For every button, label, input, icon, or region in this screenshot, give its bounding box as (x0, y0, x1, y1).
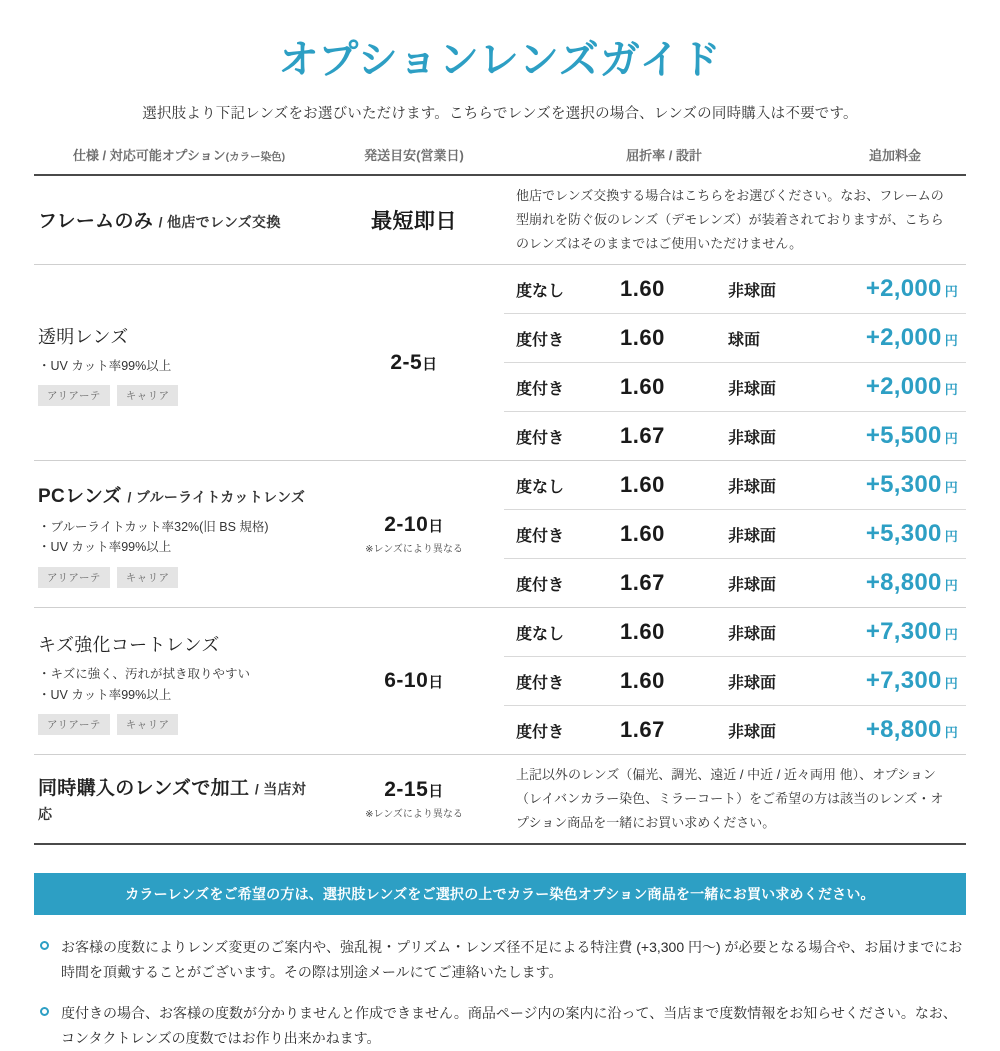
option-degree: 度なし (516, 282, 565, 300)
option-design: 非球面 (728, 625, 777, 643)
page-title: オプションレンズガイド (278, 38, 722, 82)
option-index: 1.67 (620, 423, 665, 449)
row-spec-cell (34, 265, 324, 460)
row-detail-cell (504, 755, 966, 843)
option-price-value: +5,300 (865, 471, 942, 499)
shipping-number: 2-15 (384, 778, 429, 802)
option-design: 球面 (728, 331, 761, 349)
option-price (846, 667, 966, 695)
option-index: 1.60 (620, 325, 665, 351)
table-row (34, 608, 966, 755)
option-design: 非球面 (728, 674, 777, 692)
option-price (846, 569, 966, 597)
option-price-unit: 円 (944, 431, 958, 447)
option-price-unit: 円 (944, 627, 958, 643)
row-title (38, 484, 320, 510)
row-shipping-cell (324, 755, 504, 843)
shipping-unit: 日 (422, 355, 438, 373)
option-design: 非球面 (728, 478, 777, 496)
row-shipping-cell (324, 176, 504, 264)
option-tag: アリアーテ (38, 385, 110, 406)
row-spec-cell (34, 461, 324, 607)
option-price (846, 618, 966, 646)
option-index: 1.60 (620, 521, 665, 547)
row-title-main: 透明レンズ (38, 326, 129, 347)
shipping-number: 2-5 (390, 350, 423, 374)
option-price-value: +2,000 (865, 324, 942, 352)
row-spec-cell (34, 608, 324, 754)
shipping-note: ※レンズにより異なる (365, 544, 463, 556)
option-price-value: +8,800 (865, 716, 942, 744)
option-index: 1.60 (620, 668, 665, 694)
option-tag: アリアーテ (38, 567, 110, 588)
option-price-value: +8,800 (865, 569, 942, 597)
shipping-unit: 日 (428, 518, 444, 536)
option-price-unit: 円 (944, 529, 958, 545)
footnote-item (34, 1001, 966, 1051)
circle-bullet-icon (40, 941, 49, 950)
row-title (38, 323, 320, 349)
lens-options-table (34, 174, 966, 845)
row-shipping-cell (324, 461, 504, 607)
column-header-spec-label: 仕様 / 対応可能オプション (72, 148, 226, 163)
column-header-price: 追加料金 (868, 148, 921, 163)
lens-option-row[interactable] (504, 657, 966, 706)
option-price (846, 471, 966, 499)
option-index: 1.60 (620, 276, 665, 302)
row-title-main: キズ強化コートレンズ (38, 635, 220, 656)
option-price-value: +7,300 (865, 618, 942, 646)
table-row (34, 265, 966, 461)
option-degree: 度付き (516, 527, 565, 545)
lens-option-row[interactable] (504, 706, 966, 754)
lens-option-row[interactable] (504, 559, 966, 607)
option-price-unit: 円 (944, 333, 958, 349)
column-header-spec (34, 145, 324, 164)
row-bullet: ・UV カット率99%以上 (38, 687, 172, 702)
row-bullet: ・キズに強く、汚れが拭き取りやすい (38, 667, 251, 682)
row-detail-cell (504, 265, 966, 460)
row-tags (38, 385, 320, 406)
option-price (846, 422, 966, 450)
lens-option-row[interactable] (504, 412, 966, 460)
footnote-text: お客様の度数によりレンズ変更のご案内や、強乱視・プリズム・レンズ径不足による特注費 (+3,300 円～) が必要となる場合や、お届けまでにお時間を頂戴することがございます。その際は別途メールにてご連絡いたします。 (61, 939, 963, 981)
row-title-main: PCレンズ (38, 486, 122, 508)
row-detail-cell (504, 461, 966, 607)
option-index: 1.67 (620, 717, 665, 743)
option-price-value: +2,000 (865, 373, 942, 401)
circle-bullet-icon (40, 1007, 49, 1016)
shipping-value (384, 669, 444, 693)
column-header-shipping: 発送目安(営業日) (364, 148, 464, 163)
row-bullets (38, 517, 320, 558)
column-headers (34, 145, 966, 174)
option-degree: 度なし (516, 625, 565, 643)
option-degree: 度付き (516, 380, 565, 398)
row-note: 他店でレンズ交換する場合はこちらをお選びください。なお、フレームの型崩れを防ぐ仮のレンズ（デモレンズ）が装着されておりますが、こちらのレンズはそのままではご使用いただけません。 (516, 188, 944, 252)
option-price-unit: 円 (944, 284, 958, 300)
row-title (38, 776, 320, 827)
option-degree: 度付き (516, 331, 565, 349)
row-title (38, 631, 320, 657)
option-degree: 度付き (516, 674, 565, 692)
shipping-value (390, 351, 437, 375)
row-note: 上記以外のレンズ（偏光、調光、遠近 / 中近 / 近々両用 他）、オプション（レイバンカラー染色、ミラーコート）をご希望の方は該当のレンズ・オプション商品を一緒にお買い求めください。 (516, 767, 944, 831)
option-price (846, 520, 966, 548)
option-price (846, 324, 966, 352)
option-index: 1.60 (620, 472, 665, 498)
footnotes (34, 935, 966, 1051)
option-design: 非球面 (728, 429, 777, 447)
row-bullets (38, 664, 320, 705)
option-price-value: +5,500 (865, 422, 942, 450)
option-design: 非球面 (728, 380, 777, 398)
row-shipping-cell (324, 608, 504, 754)
option-index: 1.67 (620, 570, 665, 596)
row-detail-cell (504, 176, 966, 264)
lens-option-row[interactable] (504, 314, 966, 363)
option-price (846, 373, 966, 401)
option-index: 1.60 (620, 619, 665, 645)
row-title (38, 209, 320, 235)
shipping-value (384, 778, 444, 802)
lens-option-row[interactable] (504, 510, 966, 559)
option-tag: アリアーテ (38, 714, 110, 735)
option-design: 非球面 (728, 282, 777, 300)
table-row (34, 461, 966, 608)
row-tags (38, 714, 320, 735)
option-price-unit: 円 (944, 676, 958, 692)
shipping-number: 2-10 (384, 513, 429, 537)
option-tag: キャリア (117, 567, 179, 588)
lens-option-row[interactable] (504, 265, 966, 314)
footnote-item (34, 935, 966, 985)
row-spec-cell (34, 176, 324, 264)
option-tag: キャリア (117, 714, 179, 735)
row-bullet: ・UV カット率99%以上 (38, 540, 172, 555)
option-degree: 度付き (516, 576, 565, 594)
option-tag: キャリア (117, 385, 179, 406)
option-design: 非球面 (728, 527, 777, 545)
option-degree: 度付き (516, 429, 565, 447)
shipping-note: ※レンズにより異なる (365, 809, 463, 821)
row-detail-cell (504, 608, 966, 754)
table-row (34, 176, 966, 265)
option-price-unit: 円 (944, 578, 958, 594)
column-header-index: 屈折率 / 設計 (626, 148, 702, 163)
color-lens-banner: カラーレンズをご希望の方は、選択肢レンズをご選択の上でカラー染色オプション商品を一緒にお買い求めください。 (34, 873, 966, 915)
option-degree: 度付き (516, 723, 565, 741)
row-spec-cell (34, 755, 324, 843)
footnote-text: 度付きの場合、お客様の度数が分かりませんと作成できません。商品ページ内の案内に沿って、当店まで度数情報をお知らせください。なお、コンタクトレンズの度数ではお作り出来かねます。 (61, 1005, 957, 1046)
shipping-unit: 日 (428, 674, 444, 692)
option-degree: 度なし (516, 478, 565, 496)
row-title-sub: / ブルーライトカットレンズ (127, 489, 306, 506)
shipping-unit: 日 (428, 783, 444, 801)
option-index: 1.60 (620, 374, 665, 400)
row-title-main: 同時購入のレンズで加工 (38, 777, 250, 799)
row-tags (38, 567, 320, 588)
shipping-value (384, 513, 444, 537)
option-price-unit: 円 (944, 725, 958, 741)
row-bullets (38, 356, 320, 377)
option-price-unit: 円 (944, 480, 958, 496)
column-header-spec-note: (カラー染色) (225, 151, 286, 163)
option-price (846, 716, 966, 744)
table-row (34, 755, 966, 845)
shipping-value: 最短即日 (371, 210, 457, 234)
row-bullet: ・ブルーライトカット率32%(旧 BS 規格) (38, 519, 269, 534)
option-price-value: +2,000 (865, 275, 942, 303)
option-price-value: +7,300 (865, 667, 942, 695)
row-title-sub: / 他店でレンズ交換 (158, 214, 281, 231)
option-price-unit: 円 (944, 382, 958, 398)
option-design: 非球面 (728, 723, 777, 741)
row-bullet: ・UV カット率99%以上 (38, 358, 172, 373)
shipping-number: 6-10 (384, 669, 429, 693)
row-title-sub: / 当店対応 (38, 780, 307, 823)
lens-option-row[interactable] (504, 608, 966, 657)
row-title-main: フレームのみ (38, 211, 154, 233)
option-design: 非球面 (728, 576, 777, 594)
page-subtitle: 選択肢より下記レンズをお選びいただけます。こちらでレンズを選択の場合、レンズの同時購入は不要です。 (142, 106, 858, 122)
option-price-value: +5,300 (865, 520, 942, 548)
lens-option-row[interactable] (504, 363, 966, 412)
option-price (846, 275, 966, 303)
lens-option-row[interactable] (504, 461, 966, 510)
row-shipping-cell (324, 265, 504, 460)
